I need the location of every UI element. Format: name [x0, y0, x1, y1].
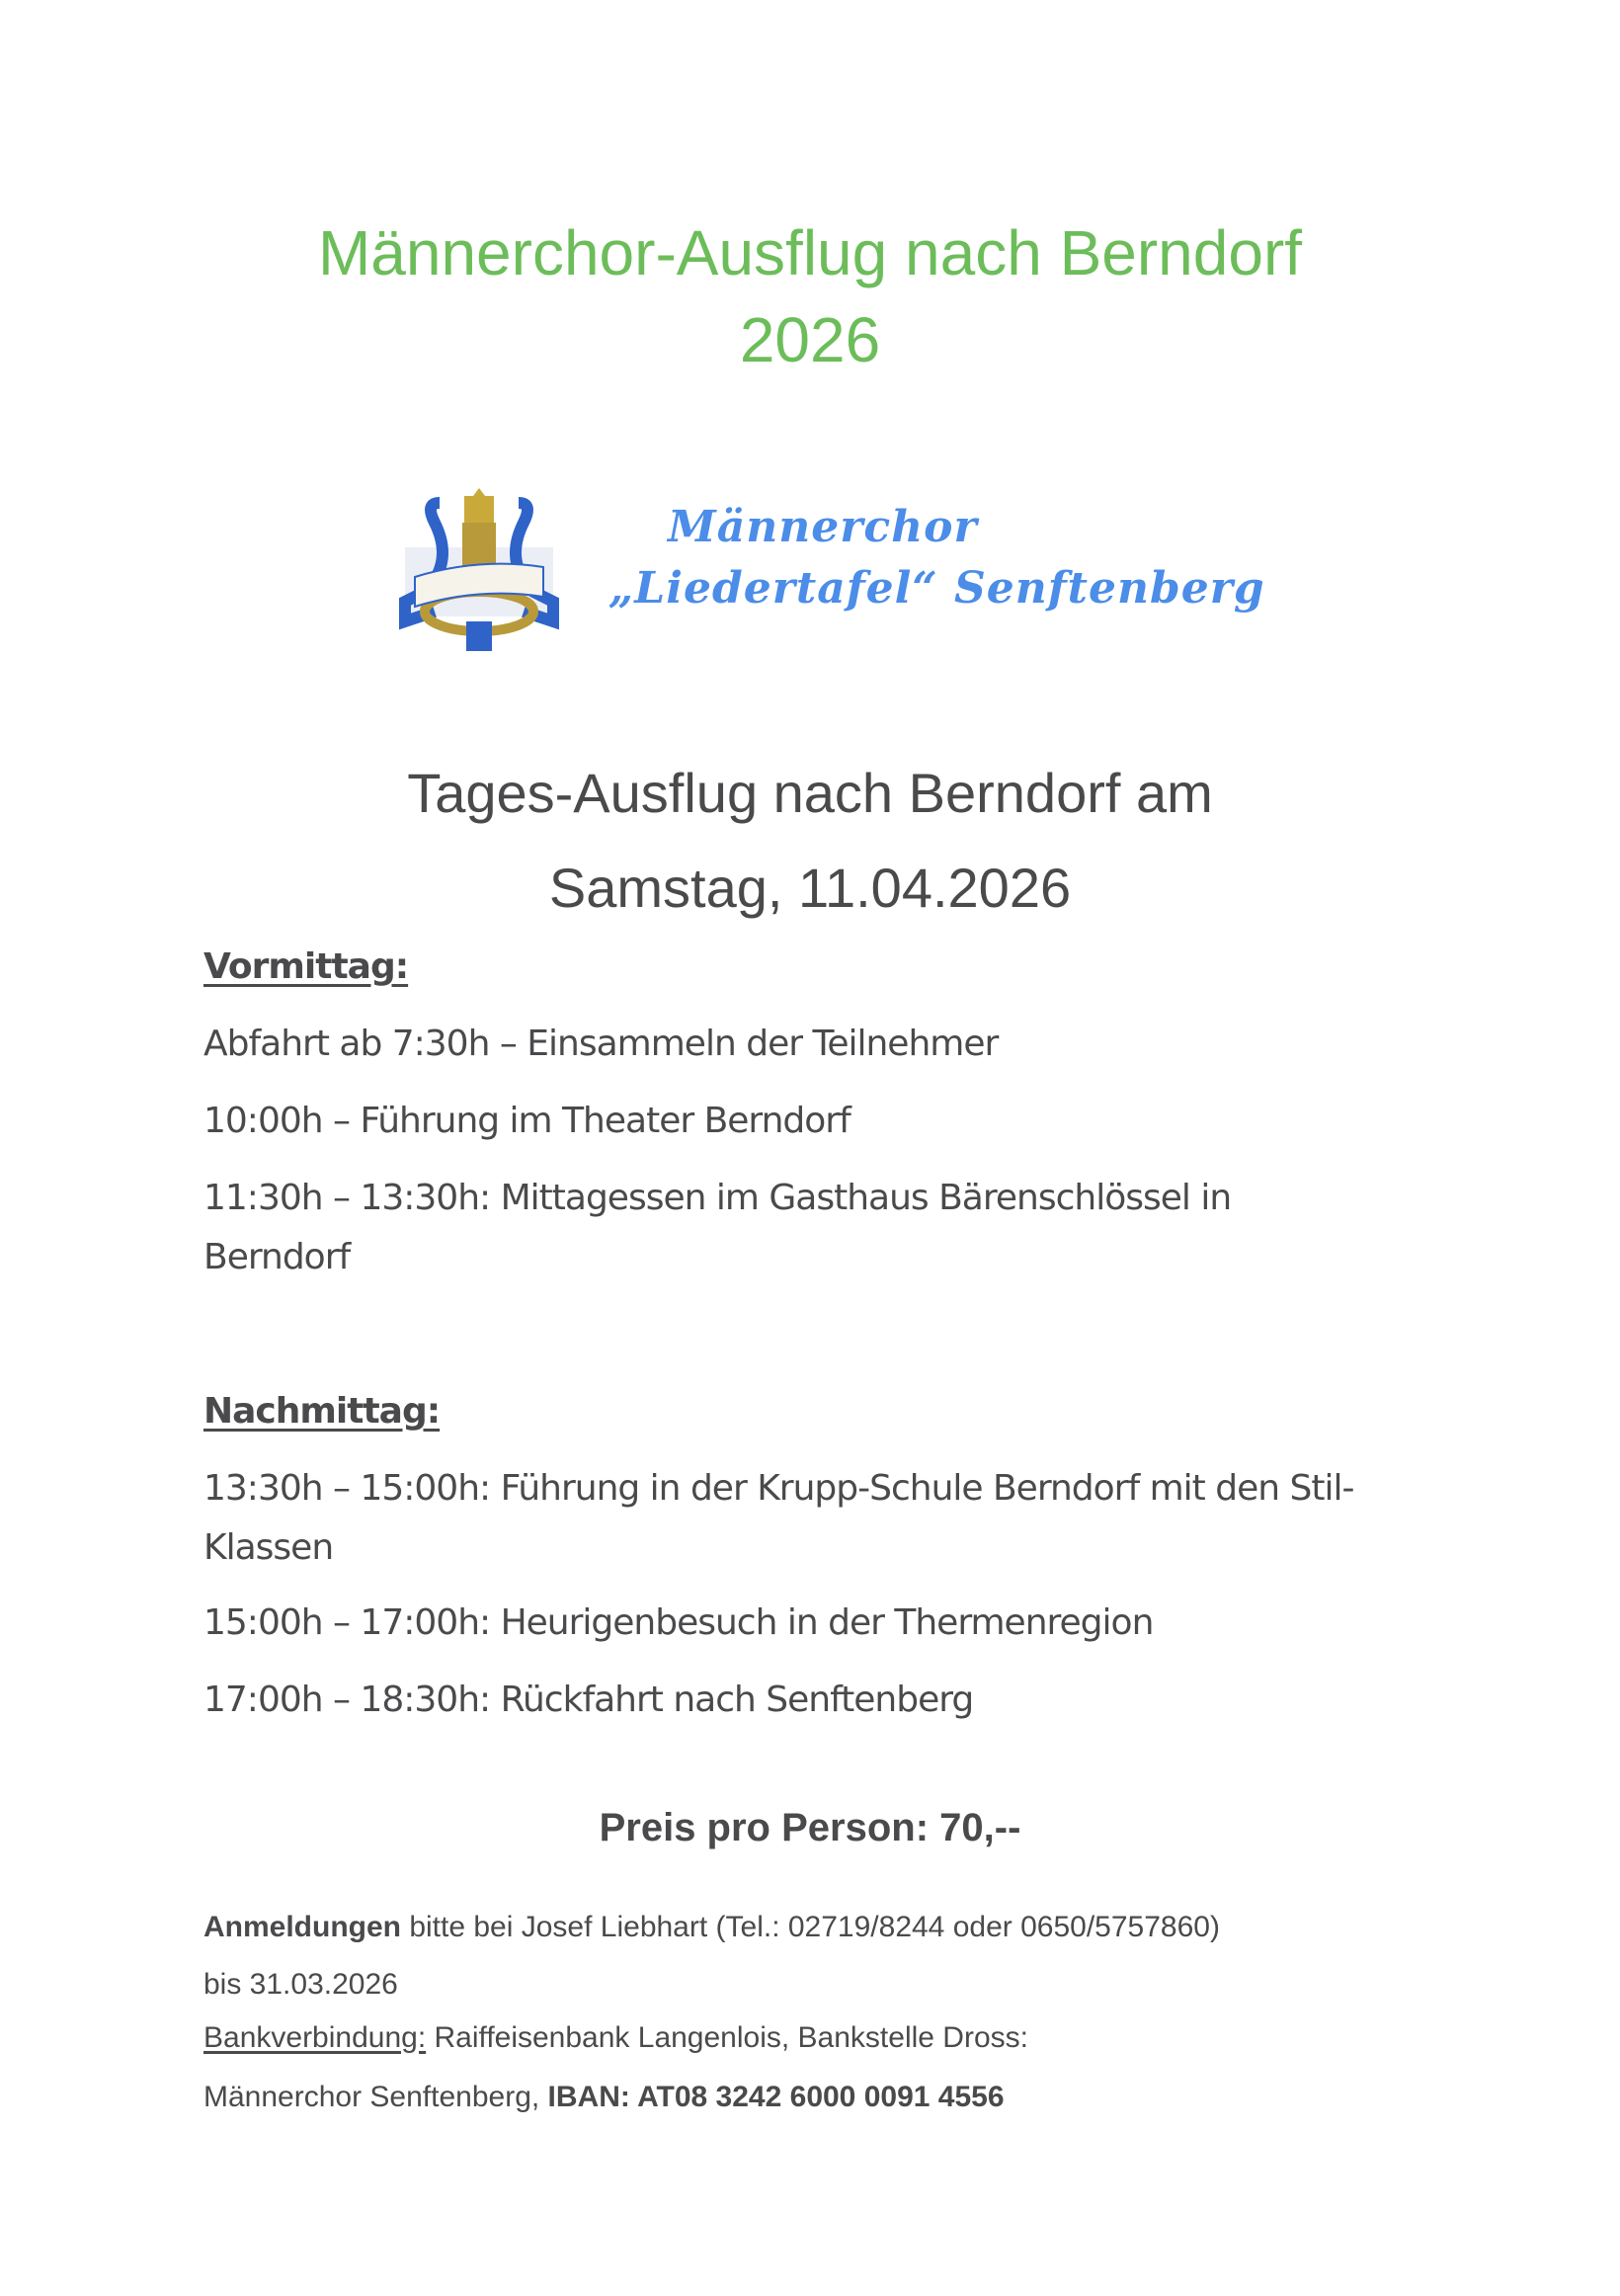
schedule-item: 17:00h – 18:30h: Rückfahrt nach Senftenberg — [203, 1680, 974, 1720]
event-date: Samstag, 11.04.2026 — [548, 857, 1072, 919]
page-title: Männerchor-Ausflug nach Berndorf — [317, 217, 1303, 288]
schedule-item: 13:30h – 15:00h: Führung in der Krupp-Schule Berndorf mit den Stil- — [203, 1468, 1354, 1509]
page-title-year: 2026 — [739, 304, 881, 375]
registration-contact: bitte bei Josef Liebhart (Tel.: 02719/8244 oder 0650/5757860) — [401, 1911, 1220, 1943]
choir-name-line2: „Liedertafel“ Senftenberg — [608, 563, 1265, 614]
registration-deadline: bis 31.03.2026 — [203, 1968, 398, 2001]
schedule-item: 10:00h – Führung im Theater Berndorf — [203, 1101, 850, 1141]
section-heading-vormittag: Vormittag: — [203, 946, 409, 987]
choir-name-line1: Männerchor — [668, 502, 978, 552]
account-holder: Männerchor Senftenberg, — [203, 2081, 548, 2113]
event-subtitle: Tages-Ausflug nach Berndorf am — [407, 762, 1213, 824]
account-info — [203, 2081, 1005, 2114]
registration-info — [203, 1911, 1220, 1944]
iban: IBAN: AT08 3242 6000 0091 4556 — [547, 2081, 1005, 2113]
bank-info — [203, 2021, 1028, 2055]
bank-name: Raiffeisenbank Langenlois, Bankstelle Dross: — [426, 2021, 1028, 2054]
section-heading-nachmittag: Nachmittag: — [203, 1391, 441, 1432]
schedule-item: Abfahrt ab 7:30h – Einsammeln der Teilnehmer — [203, 1024, 999, 1064]
schedule-item: 15:00h – 17:00h: Heurigenbesuch in der Thermenregion — [203, 1602, 1154, 1643]
lyre-emblem-icon — [395, 478, 563, 666]
schedule-item-continuation: Klassen — [203, 1527, 334, 1568]
price-per-person: Preis pro Person: 70,-- — [599, 1806, 1021, 1849]
bank-label: Bankverbindung: — [203, 2021, 427, 2054]
registration-label: Anmeldungen — [203, 1911, 401, 1943]
schedule-item-continuation: Berndorf — [203, 1237, 351, 1277]
schedule-item: 11:30h – 13:30h: Mittagessen im Gasthaus Bärenschlössel in — [203, 1178, 1232, 1218]
